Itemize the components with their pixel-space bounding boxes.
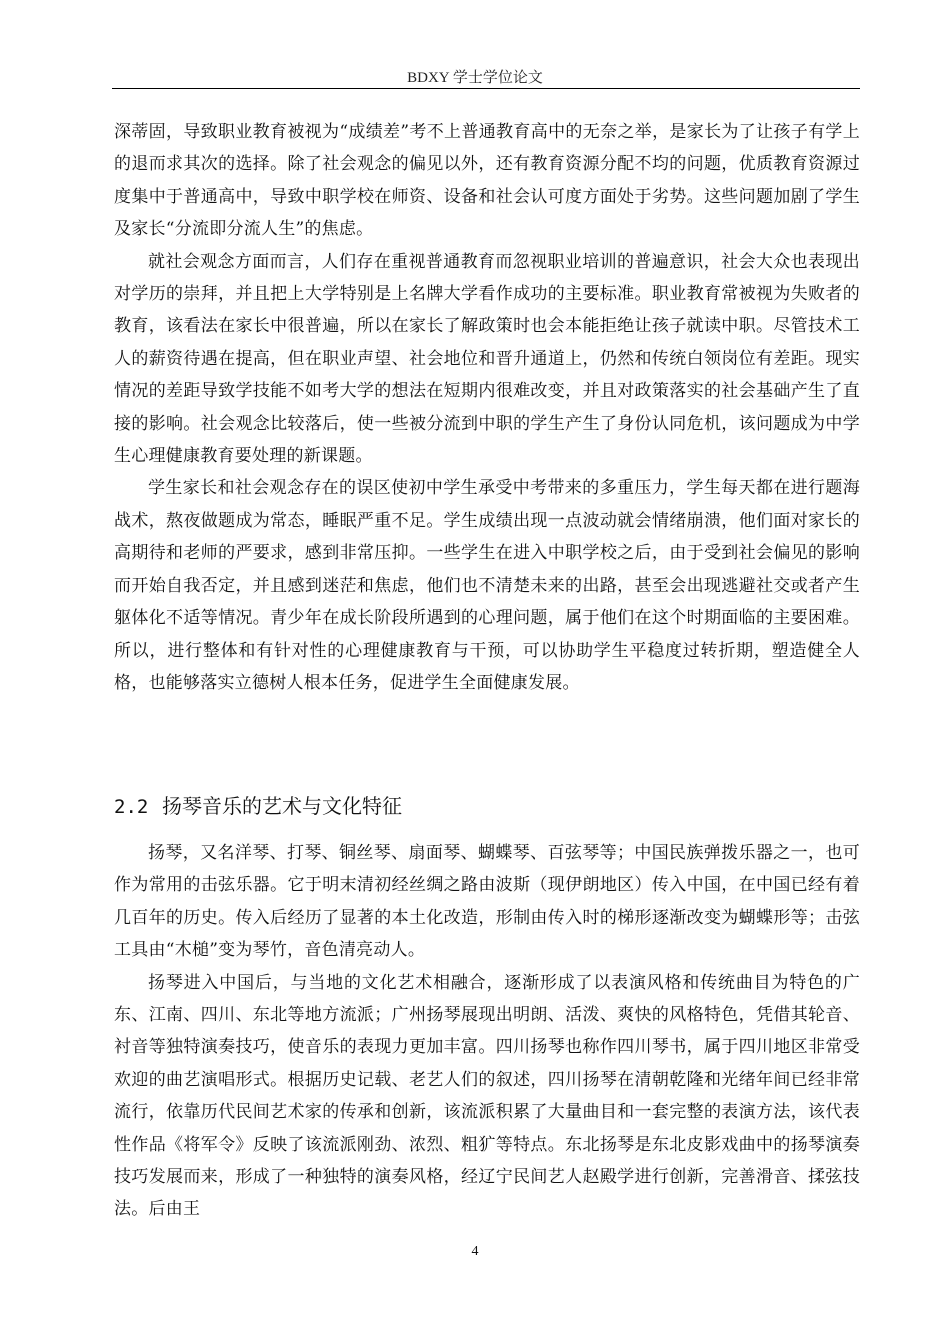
paragraph: 扬琴，又名洋琴、打琴、铜丝琴、扇面琴、蝴蝶琴、百弦琴等；中国民族弹拨乐器之一，也可作为常用的击弦乐器。它于明末清初经丝绸之路由波斯（现伊朗地区）传入中国，在中国已经有着几百年的历史。传入后经历了显著的本土化改造，形制由传入时的梯形逐渐改变为蝴蝶形等；击弦工具由“木槌”变为琴竹，音色清亮动人。 — [114, 843, 860, 961]
section-title: 扬琴音乐的艺术与文化特征 — [162, 794, 402, 818]
body-text-top — [114, 116, 860, 699]
section-number: 2.2 — [114, 796, 149, 818]
running-header: BDXY 学士学位论文 — [407, 70, 543, 86]
section-heading — [114, 790, 402, 823]
header-divider — [112, 88, 860, 89]
paragraph: 就社会观念方面而言，人们存在重视普通教育而忽视职业培训的普遍意识，社会大众也表现出对学历的崇拜，并且把上大学特别是上名牌大学看作成功的主要标准。职业教育常被视为失败者的教育，该看法在家长中很普遍，所以在家长了解政策时也会本能拒绝让孩子就读中职。尽管技术工人的薪资待遇在提高，但在职业声望、社会地位和晋升通道上，仍然和传统白领岗位有差距。现实情况的差距导致学技能不如考大学的想法在短期内很难改变，并且对政策落实的社会基础产生了直接的影响。社会观念比较落后，使一些被分流到中职的学生产生了身份认同危机，该问题成为中学生心理健康教育要处理的新课题。 — [114, 251, 860, 467]
paragraph: 扬琴进入中国后，与当地的文化艺术相融合，逐渐形成了以表演风格和传统曲目为特色的广东、江南、四川、东北等地方流派；广州扬琴展现出明朗、活泼、爽快的风格特色，凭借其轮音、衬音等独特演奏技巧，使音乐的表现力更加丰富。四川扬琴也称作四川琴书，属于四川地区非常受欢迎的曲艺演唱形式。根据历史记载、老艺人们的叙述，四川扬琴在清朝乾隆和光绪年间已经非常流行，依靠历代民间艺术家的传承和创新，该流派积累了大量曲目和一套完整的表演方法，该代表性作品《将军令》反映了该流派刚劲、浓烈、粗犷等特点。东北扬琴是东北皮影戏曲中的扬琴演奏技巧发展而来，形成了一种独特的演奏风格，经辽宁民间艺人赵殿学进行创新，完善滑音、揉弦技法。后由王 — [114, 972, 860, 1220]
paragraph: 学生家长和社会观念存在的误区使初中学生承受中考带来的多重压力，学生每天都在进行题海战术，熬夜做题成为常态，睡眠严重不足。学生成绩出现一点波动就会情绪崩溃，他们面对家长的高期待和老师的严要求，感到非常压抑。一些学生在进入中职学校之后，由于受到社会偏见的影响而开始自我否定，并且感到迷茫和焦虑，他们也不清楚未来的出路，甚至会出现逃避社交或者产生躯体化不适等情况。青少年在成长阶段所遇到的心理问题，属于他们在这个时期面临的主要困难。所以，进行整体和有针对性的心理健康教育与干预，可以协助学生平稳度过转折期，塑造健全人格，也能够落实立德树人根本任务，促进学生全面健康发展。 — [114, 478, 860, 693]
paragraph-continued: 深蒂固，导致职业教育被视为“成绩差”考不上普通教育高中的无奈之举，是家长为了让孩子有学上的退而求其次的选择。除了社会观念的偏见以外，还有教育资源分配不均的问题，优质教育资源过度集中于普通高中，导致中职学校在师资、设备和社会认可度方面处于劣势。这些问题加剧了学生及家长“分流即分流人生”的焦虑。 — [114, 122, 860, 240]
body-text-bottom — [114, 837, 860, 1226]
page-number: 4 — [471, 1244, 479, 1259]
